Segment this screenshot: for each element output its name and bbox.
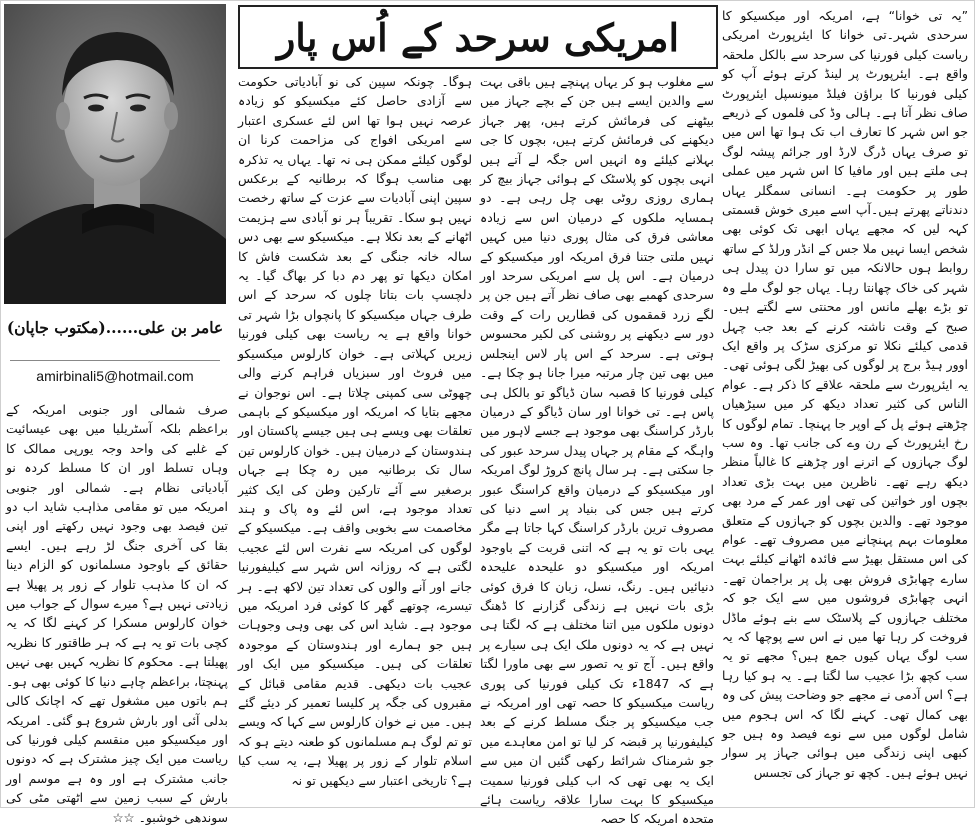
byline-divider [10,360,220,361]
column-1 [722,6,968,804]
column-1-text: ”یہ تی خوانا“ ہے، امریکہ اور میکسیکو کا سرحدی شہر۔تی خوانا کا ایئرپورٹ امریکی ریاست کیلی فورنیا کی سرحد سے بالکل ملحقہ واقع ہے۔ ایئرپورٹ پر لینڈ کرتے ہوئے آپ کو کیلی فورنیا کا براؤن فیلڈ میونسپل ایئرپورٹ صاف نظر آتا ہے۔ ہالی وڈ کی فلموں کے ذریعے جو اس شہر کا تعارف اب تک ہوا تھا اس میں تو صرف یہاں ڈرگ لارڈ اور جرائم پیشہ لوگ ہی ملتے ہیں اور مافیا کا اس شہر میں عملی طور پر حکومت ہے۔ انسانی سمگلر یہاں دندناتے پھرتے ہیں۔آپ اسے میری خوش قسمتی کہہ لیں کہ مجھے یہاں ابھی تک کوئی بھی شخص ایسا نہیں ملا جس کے انڈر ورلڈ کے ساتھ روابط ہوں حالانکہ میں تو سارا دن پیدل ہی شہر کی خاک چھانتا رہا۔ یہاں جو لوگ ملے وہ تو بڑے بھلے مانس اور محنتی سے لگتے ہیں۔ صبح کے وقت ناشتہ کرنے کے بعد جب چہل قدمی کیلئے نکلا تو مرکزی سڑک پر واقع ایک اوور ہیڈ برج پر لوگوں کی بھیڑ لگی ہوئی تھی۔ یہ ایئرپورٹ سے ملحقہ علاقے کا ذکر ہے۔ عوام الناس کی کثیر تعداد دیکھ کر میں سیڑھیاں چڑھتے ہوئے پل کے اوپر جا پہنچا۔ تمام لوگوں کا رخ ایئرپورٹ کے رن وے کی جانب تھا۔ وہ سب لوگ جہازوں کے اترنے اور چڑھنے کا غالباً منظر دیکھ رہے تھے۔ ناظرین میں بہت بڑی تعداد بچوں اور خواتین کی تھی اور عمر کے مرد بھی موجود تھے۔ والدین بچوں کو جہازوں کے متعلق معلومات بہم پہنچانے میں مصروف تھے۔ عوام کی اس مستقل بھیڑ سے فائدہ اٹھانے کیلئے بہت سارے چھابڑی فروش بھی پل پر براجمان تھے۔ انہی چھابڑی فروشوں میں سے ایک جو کہ مختلف جہازوں کے پلاسٹک سے بنے ہوئے ماڈل فروخت کر رہا تھا میں نے اس سے پوچھا کہ یہ سب لوگ یہاں کیوں جمع ہیں؟ مجھے تو یہ سب کچھ بڑا عجیب سا لگتا ہے۔ یہ ہو کیا رہا ہے؟ اس آدمی نے مجھے جو وضاحت پیش کی وہ بھی کمال تھی۔ کہنے لگا کہ اس ہجوم میں شامل لوگوں میں سے نوے فیصد وہ ہیں جو کبھی اپنی زندگی میں ہوائی جہاز پر سوار نہیں ہوئے ہیں۔ کچھ تو جہاز کی تجسس [722,8,968,780]
column-3 [238,72,472,804]
column-4 [6,400,228,825]
author-byline: عامر بن علی......(مکتوب جاپان) [6,318,224,337]
headline-box [238,5,718,69]
column-3-text: ہوگا۔ چونکہ سپین کی نو آبادیاتی حکومت سے آزادی حاصل کئے میکسیکو کو زیادہ عرصہ نہیں ہوا تھا اس لئے عسکری اعتبار سے امریکی افواج کی مزاحمت کرنا ان لوگوں کیلئے ممکن ہی نہ تھا۔ یہاں یہ تذکرہ بھی مناسب ہوگا کہ برطانیہ کے برعکس سپین اپنی آبادیات سے عزت کے ساتھ رخصت نہیں ہو سکا۔ تقریباً ہر نو آبادی سے ہزیمت اٹھانے کے بعد نکلا ہے۔ میکسیکو سے بھی دس سالہ خانہ جنگی کے بعد شکست فاش کا امکان دیکھا تو پھر دم دبا کر بھاگ گیا۔ یہ دلچسپ بات بتاتا چلوں کہ سرحد کے اس طرف جہاں میکسیکو کا پانچواں بڑا شہر تی خوانا واقع ہے یہ ریاست بھی کیلی فورنیا زیریں کہلاتی ہے۔ خوان کارلوس میکسیکو میں فروٹ اور سبزیاں فراہم کرنے والی چھوٹی سی کمپنی چلاتا ہے۔ اس نوجوان نے مجھے بتایا کہ امریکہ اور میکسیکو کے باہمی تعلقات بھی ویسے ہی ہیں جیسے پاکستان اور ہندوستان کے درمیان ہیں۔ خوان کارلوس تین سال تک برطانیہ میں رہ چکا ہے جہاں برصغیر سے آئے تارکین وطن کی ایک کثیر تعداد موجود ہے، اس لئے وہ پاک و ہند مخاصمت سے بخوبی واقف ہے۔ میکسیکو کے لوگوں کی امریکہ سے نفرت اس لئے عجیب لگتی ہے کہ روزانہ اس شہر سے کیلیفورنیا جانے اور آنے والوں کی تعداد تین لاکھ ہے۔ ہر تیسرے، چوتھے گھر کا کوئی فرد امریکہ میں موجود ہے۔ شاید اس کی بھی وہی وجوہات ہیں جو ہمارے اور ہندوستان کے موجودہ تعلقات کی ہیں۔ میکسیکو میں ایک اور عجیب بات دیکھی۔ قدیم مقامی قبائل کے مقبروں کی جگہ پر کلیسا تعمیر کر دیئے گئے ہیں۔ میں نے خوان کارلوس سے کہا کہ ویسے تو تم لوگ ہم مسلمانوں کو طعنہ دیتے ہو کہ اسلام تلوار کے زور پر پھیلا ہے، یہ سب کیا ہے؟ تاریخی اعتبار سے دیکھیں تو نہ [238,74,472,788]
column-2-text: سے مغلوب ہو کر یہاں پہنچے ہیں باقی بہت سے والدین ایسے ہیں جن کے بچے جہاز میں بیٹھنے کی فرمائش کرتے ہیں، پھر جہاز دیکھنے کی فرمائش کرتے ہیں، بچوں کا جی بہلانے کیلئے وہ انہیں اس جگہ لے آتے ہیں انہی بچوں کو پلاسٹک کے ہوائی جہاز بیچ کر ہماری روزی روٹی بھی چل رہی ہے۔ دو ہمسایہ ملکوں کے درمیان اس سے زیادہ معاشی فرق کی مثال پوری دنیا میں کہیں نہیں ملتی جتنا فرق امریکہ اور میکسیکو کے درمیان ہے۔ اس پل سے امریکی سرحد اور سرحدی کھمبے بھی صاف نظر آتے ہیں جن پر لگے زرد قمقموں کی قطاریں رات کے وقت دور سے دیکھنے پر روشنی کی لکیر محسوس ہوتی ہے۔ سرحد کے اس پار لاس اینجلس میں بھی تین چار مرتبہ میرا جانا ہو چکا ہے۔ کیلی فورنیا کا قصبہ سان ڈیاگو تو بالکل ہی پاس ہے۔ تی خوانا اور سان ڈیاگو کے درمیان بارڈر کراسنگ بھی موجود ہے جسے لاہور میں واہگہ کے مقام پر جہاں پیدل سرحد عبور کی جا سکتی ہے۔ ہر سال پانچ کروڑ لوگ امریکہ اور میکسیکو کے درمیان واقع کراسنگ عبور کرتے ہیں جس کی بنیاد پر اسے دنیا کی مصروف ترین بارڈر کراسنگ کہا جاتا ہے مگر یہی بات تو یہ ہے کہ اتنی قربت کے باوجود امریکہ اور میکسیکو دو علیحدہ علیحدہ دنیائیں ہیں۔ رنگ، نسل، زبان کا فرق کوئی بڑی بات نہیں ہے زندگی گزارنے کا ڈھنگ دونوں ملکوں میں اتنا مختلف ہے کہ لگتا ہی نہیں ہے کہ یہ دونوں ملک ایک ہی سیارے پر واقع ہیں۔ آج تو یہ تصور سے بھی ماورا لگتا ہے کہ 1847ء تک کیلی فورنیا کی پوری ریاست میکسیکو کا حصہ تھی اور امریکہ نے جب میکسیکو پر جنگ مسلط کرنے کے بعد کیلیفورنیا پر قبضہ کر لیا تو امن معاہدے میں جو شرمناک شرائط رکھی گئیں ان میں سے ایک یہ بھی تھی کہ اب کیلی فورنیا سمیت میکسیکو کا بہت سارا علاقہ ریاست ہائے متحدہ امریکہ کا حصہ [480,74,714,827]
column-4-text: صرف شمالی اور جنوبی امریکہ کے براعظم بلکہ آسٹریلیا میں بھی عیسائیت کے غلبے کی واحد وجہ یورپی ممالک کا وہاں تسلط اور ان کا مسلط کردہ نو آبادیاتی نظام ہے۔ شمالی اور جنوبی امریکہ میں تو مقامی مذاہب شاید اب دو تین فیصد بھی وجود نہیں رکھتے اور اپنی بقا کی آخری جنگ لڑ رہے ہیں۔ ایسے حقائق کے باوجود مسلمانوں کو الزام دینا کہ ان کا مذہب تلوار کے زور پر پھیلا ہے زیادتی نہیں ہے؟ میرے سوال کے جواب میں خوان کارلوس مسکرا کر کہنے لگا کہ یہ کچی بات تو یہ ہے کہ ہر طاقتور کا نظریہ پھیلتا ہے۔ محکوم کا نظریہ کہیں بھی نہیں پہنچتا، براعظم چاہے دنیا کا کوئی بھی ہو۔ ہم باتوں میں مشغول تھے کہ اچانک کالی بدلی آئی اور بارش شروع ہو گئی۔ امریکہ اور میکسیکو میں منقسم کیلی فورنیا کی ریاست میں ایک چیز مشترک ہے کہ دونوں جانب مشترک ہے اور وہ ہے موسم اور بارش کے سبب زمین سے اٹھتی مٹی کی سوندھی خوشبو۔ ☆☆ [6,402,228,825]
column-2 [480,72,714,827]
author-portrait-image [4,4,226,304]
author-email: amirbinali5@hotmail.com [36,368,194,384]
headline: امریکی سرحد کے اُس پار [276,14,680,60]
author-photo [4,4,226,304]
